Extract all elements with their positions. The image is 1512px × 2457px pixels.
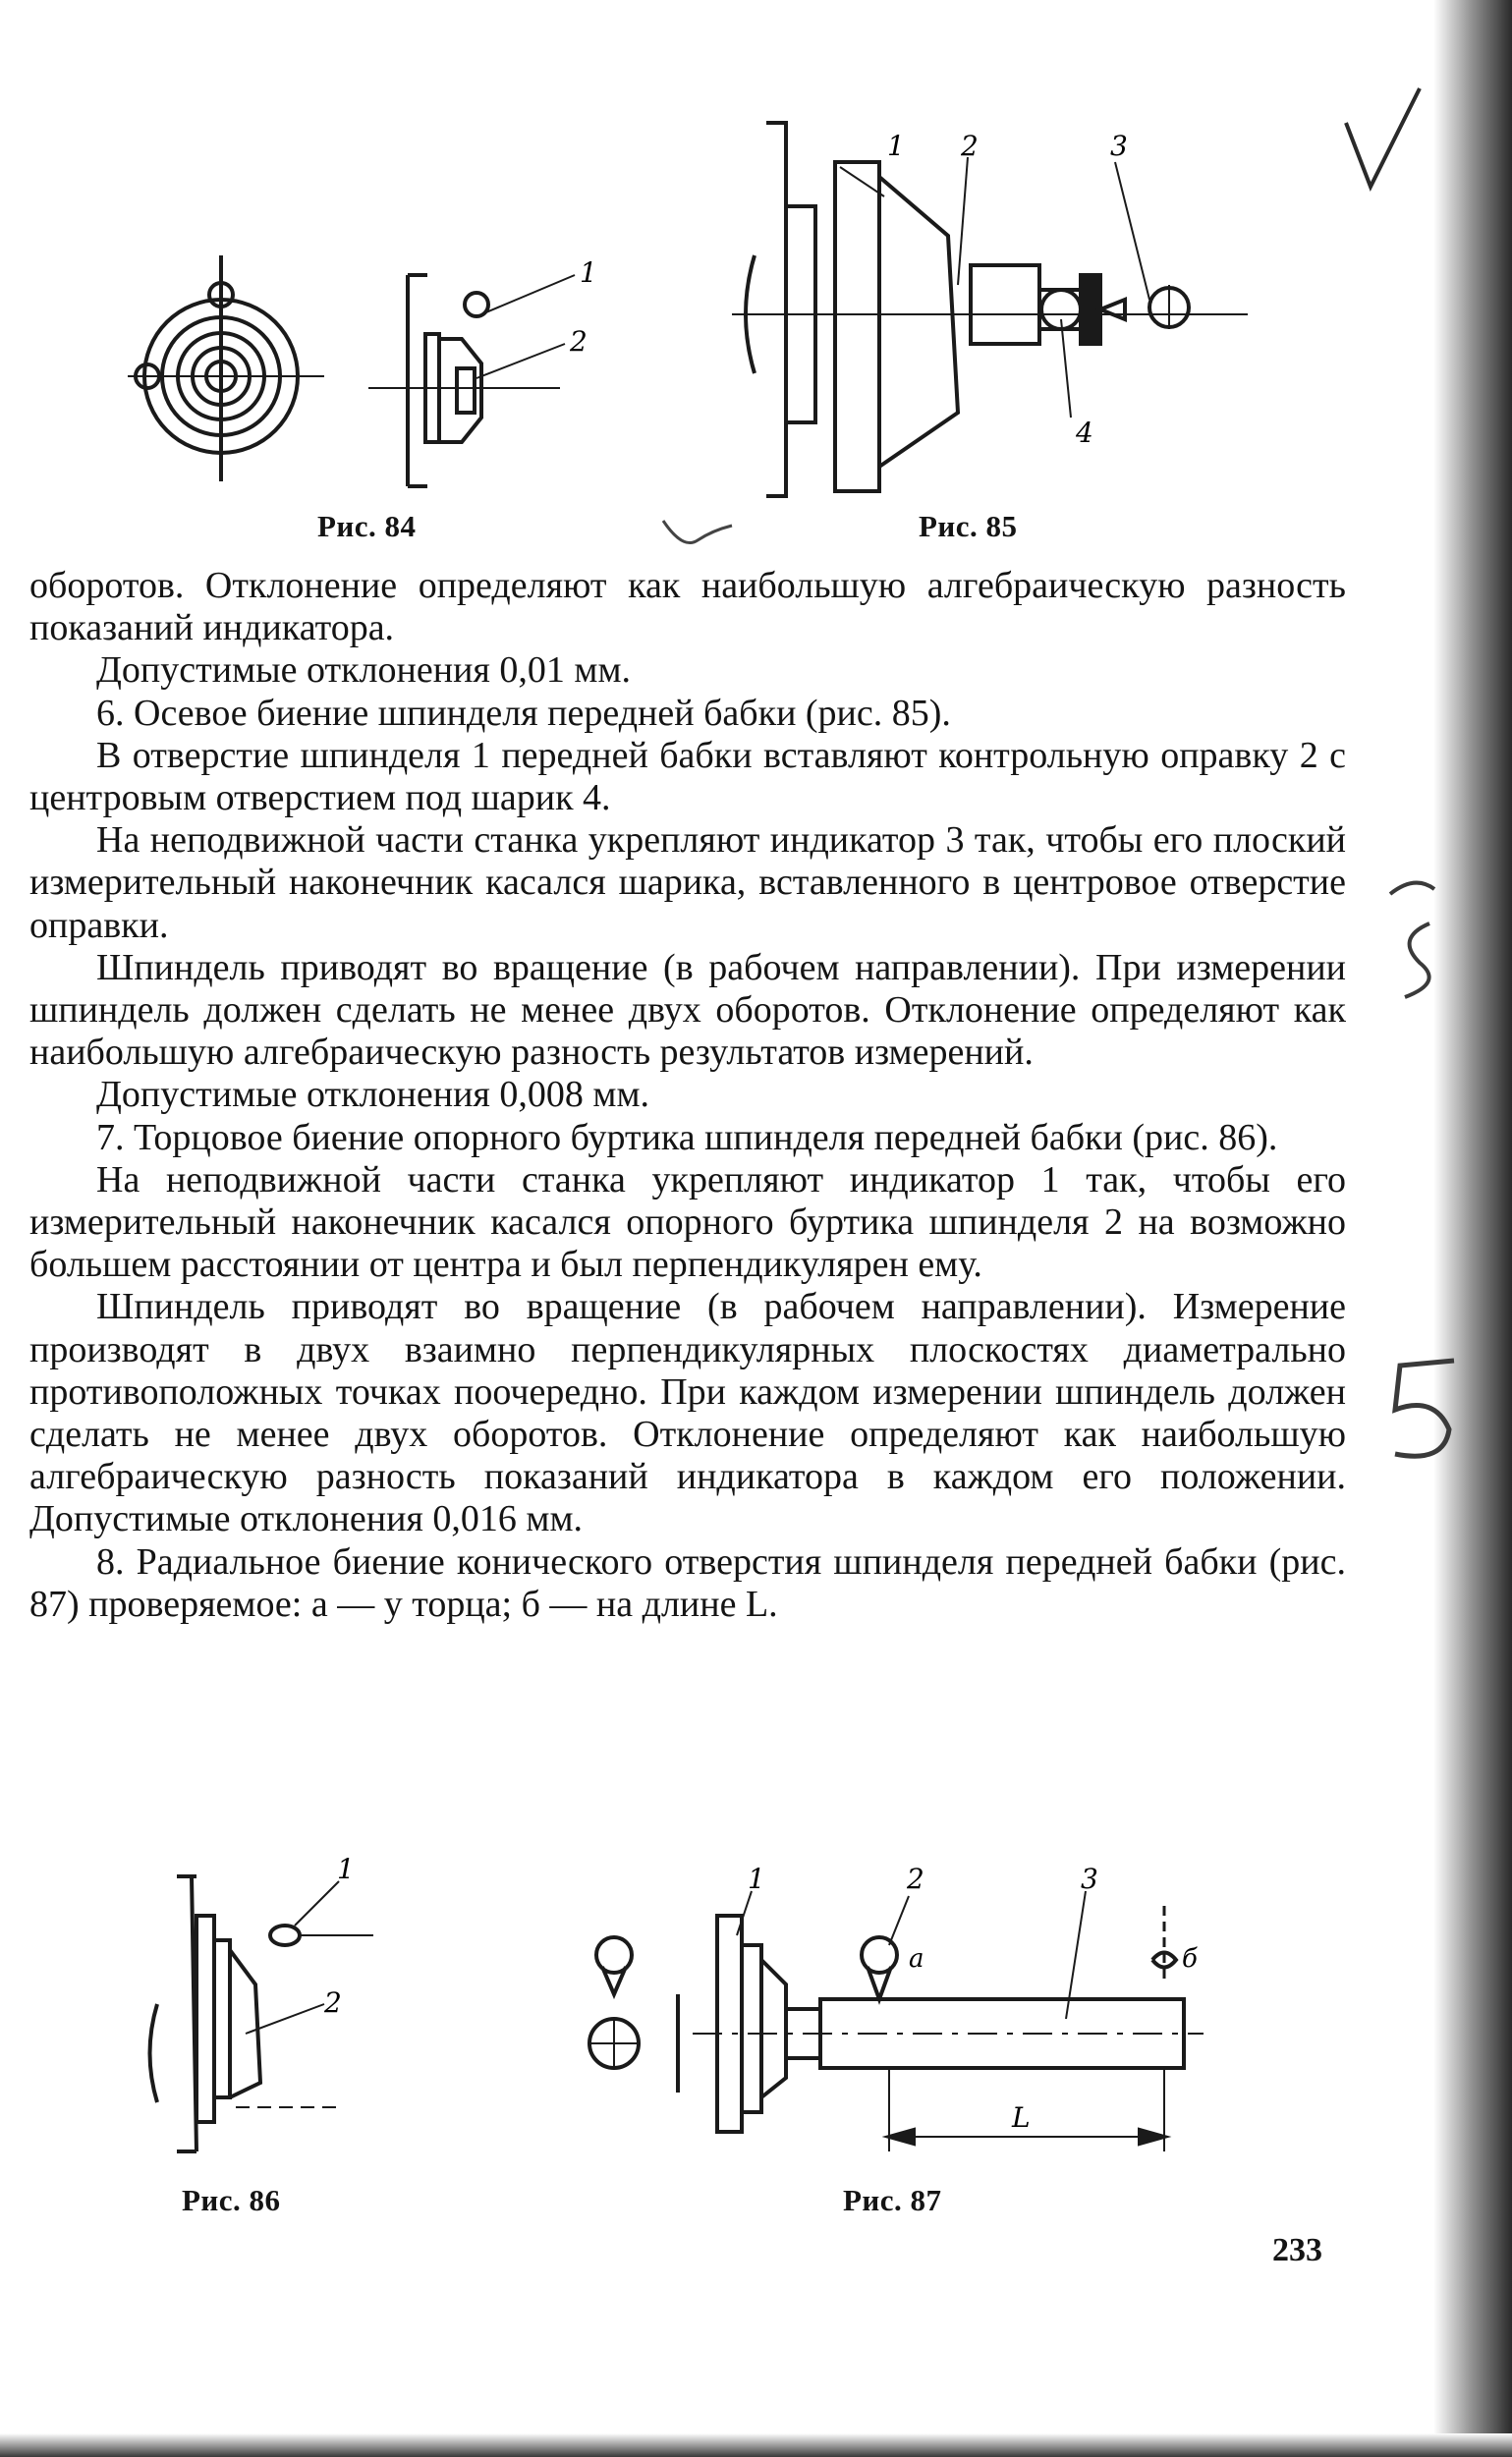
fig84-label-2: 2 xyxy=(570,325,588,358)
fig84-caption: Рис. 84 xyxy=(317,509,417,543)
body-text xyxy=(29,565,1346,1626)
figure-86-drawing xyxy=(138,1857,393,2181)
fig87-label-a: a xyxy=(909,1944,924,1974)
figure-87-drawing xyxy=(575,1857,1223,2181)
page-number: 233 xyxy=(1272,2232,1322,2268)
figure-84 xyxy=(113,241,624,506)
fig87-label-L: L xyxy=(1012,2101,1031,2134)
paragraph-1: оборотов. Отклонение определяют как наибольшую алгебраическую разность показаний индикатора. xyxy=(29,565,1346,649)
fig86-caption: Рис. 86 xyxy=(182,2183,281,2217)
paragraph-7: Допустимые отклонения 0,008 мм. xyxy=(96,1074,649,1116)
fig86-label-1: 1 xyxy=(337,1857,355,1885)
fig85-label-4: 4 xyxy=(1076,417,1093,449)
fig87-label-2: 2 xyxy=(907,1863,924,1895)
paragraph-10: Шпиндель приводят во вращение (в рабочем направлении). Измерение производят в двух взаимно перпендикулярных плоскостях диаметрально противоположных точках поочередно. При каждом измерении шпиндель должен сделать не менее двух оборотов. Отклонение определяют как наибольшую алгебраическую разность показаний индикатора в каждом его положении. Допустимые отклонения 0,016 мм. xyxy=(29,1286,1346,1540)
handwritten-scribble xyxy=(1375,869,1459,1011)
figure-85 xyxy=(727,118,1258,511)
figure-85-drawing xyxy=(727,118,1258,511)
fig85-caption: Рис. 85 xyxy=(919,509,1018,543)
figure-87 xyxy=(575,1857,1223,2181)
fig84-label-1: 1 xyxy=(580,256,597,289)
fig86-label-2: 2 xyxy=(324,1986,342,2019)
page-bottom-edge xyxy=(0,2433,1512,2457)
paragraph-2: Допустимые отклонения 0,01 мм. xyxy=(96,649,631,692)
page-edge-shadow xyxy=(1433,0,1512,2457)
fig85-label-1: 1 xyxy=(887,130,905,162)
fig85-label-3: 3 xyxy=(1110,130,1128,162)
fig87-label-3: 3 xyxy=(1081,1863,1098,1895)
paragraph-3: 6. Осевое биение шпинделя передней бабки (рис. 85). xyxy=(96,692,951,734)
figure-84-drawing xyxy=(113,241,624,506)
paragraph-8: 7. Торцовое биение опорного буртика шпинделя передней бабки (рис. 86). xyxy=(96,1116,1278,1158)
paragraph-5: На неподвижной части станка укрепляют индикатор 3 так, чтобы его плоский измерительный наконечник касался шарика, вставленного в центровое отверстие оправки. xyxy=(29,819,1346,946)
figure-86 xyxy=(138,1857,393,2181)
paragraph-9: На неподвижной части станка укрепляют индикатор 1 так, чтобы его измерительный наконечник касался опорного буртика шпинделя 2 на возможно большем расстоянии от центра и был перпендикулярен ему. xyxy=(29,1158,1346,1286)
fig85-label-2: 2 xyxy=(961,130,979,162)
fig87-caption: Рис. 87 xyxy=(843,2183,942,2217)
handwritten-mark-top xyxy=(658,516,737,559)
paragraph-4: В отверстие шпинделя 1 передней бабки вставляют контрольную оправку 2 с центровым отверстием под шарик 4. xyxy=(29,734,1346,819)
fig87-label-b: б xyxy=(1182,1944,1198,1974)
fig87-label-1: 1 xyxy=(748,1863,765,1895)
handwritten-digit-mark xyxy=(1375,1346,1464,1478)
paragraph-11: 8. Радиальное биение конического отверстия шпинделя передней бабки (рис. 87) проверяемое: а — у торца; б — на длине L. xyxy=(29,1540,1346,1625)
paragraph-6: Шпиндель приводят во вращение (в рабочем направлении). При измерении шпиндель должен сделать не менее двух оборотов. Отклонение определяют как наибольшую алгебраическую разность результатов измерений. xyxy=(29,946,1346,1074)
handwritten-checkmark xyxy=(1341,84,1425,195)
